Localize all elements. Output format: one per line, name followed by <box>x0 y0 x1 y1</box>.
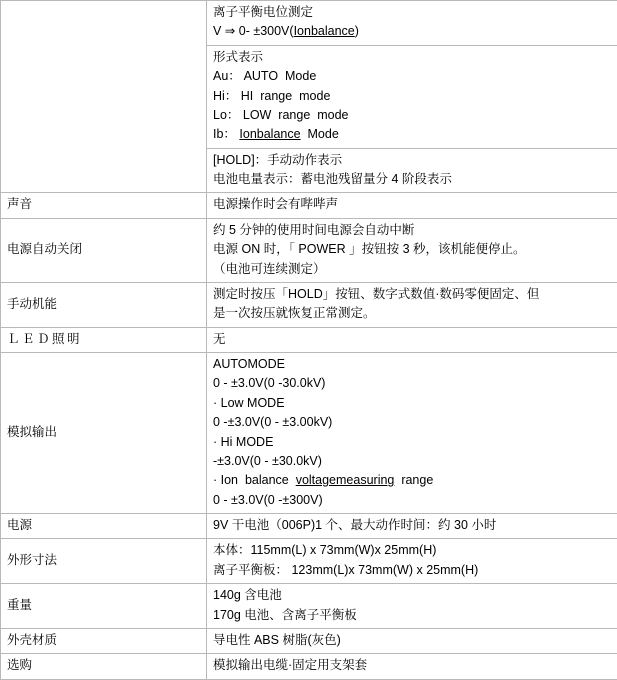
table-row <box>1 282 617 327</box>
table-row <box>1 353 617 514</box>
value-line: （电池可连续测定） <box>213 260 611 279</box>
value-line: 无 <box>213 330 611 349</box>
table-row <box>1 514 617 539</box>
value-line: 离子平衡电位测定 <box>213 3 611 22</box>
row-value <box>207 514 617 539</box>
value-line: · Low MODE <box>213 394 611 413</box>
table-row <box>1 584 617 629</box>
value-line: · Hi MODE <box>213 433 611 452</box>
value-line: 电源 ON 时，「 POWER 」按钮按 3 秒，该机能便停止。 <box>213 240 611 259</box>
value-line: V ⇒ 0- ±300V(Ionbalance) <box>213 22 611 41</box>
row-label: 模拟输出 <box>1 353 207 514</box>
value-line: 测定时按压「HOLD」按钮、数字式数值·数码零便固定、但 <box>213 285 611 304</box>
value-line: Au： AUTO Mode <box>213 67 611 86</box>
row-label: 电源 <box>1 514 207 539</box>
row-label: 选购 <box>1 654 207 679</box>
value-line: Hi： HI range mode <box>213 87 611 106</box>
table-row <box>1 327 617 352</box>
row-value <box>207 654 617 679</box>
table-body <box>1 1 617 680</box>
table-row <box>1 628 617 653</box>
value-line: -±3.0V(0 - ±30.0kV) <box>213 452 611 471</box>
value-line: 0 -±3.0V(0 - ±3.00kV) <box>213 413 611 432</box>
value-line: 导电性 ABS 树脂(灰色) <box>213 631 611 650</box>
row-label-blank <box>1 1 207 193</box>
value-line: 0 - ±3.0V(0 -±300V) <box>213 491 611 510</box>
row-value <box>207 282 617 327</box>
value-line: 约 5 分钟的使用时间电源会自动中断 <box>213 221 611 240</box>
row-label: 电源自动关闭 <box>1 218 207 282</box>
value-underlined: Ionbalance <box>294 24 355 38</box>
row-label: 手动机能 <box>1 282 207 327</box>
value-line: 离子平衡板： 123mm(L)x 73mm(W) x 25mm(H) <box>213 561 611 580</box>
value-line: 9V 干电池（006P)1 个、最大动作时间：约 30 小时 <box>213 516 611 535</box>
row-label: 声音 <box>1 193 207 218</box>
value-line: Ib： Ionbalance Mode <box>213 125 611 144</box>
table-row <box>1 193 617 218</box>
value-line: 是一次按压就恢复正常测定。 <box>213 304 611 323</box>
row-label: ＬＥＤ照明 <box>1 327 207 352</box>
table-row <box>1 218 617 282</box>
value-line: 形式表示 <box>213 48 611 67</box>
value-line: 0 - ±3.0V(0 -30.0kV) <box>213 374 611 393</box>
value-underlined: Ionbalance <box>239 127 300 141</box>
row-value <box>207 539 617 584</box>
row-label: 外形寸法 <box>1 539 207 584</box>
value-line: 140g 含电池 <box>213 586 611 605</box>
row-value <box>207 327 617 352</box>
row-value <box>207 628 617 653</box>
value-line: [HOLD]：手动动作表示 <box>213 151 611 170</box>
row-value <box>207 148 617 193</box>
value-line: · Ion balance voltagemeasuring range <box>213 471 611 490</box>
value-line: 170g 电池、含离子平衡板 <box>213 606 611 625</box>
row-value <box>207 584 617 629</box>
value-underlined: voltagemeasuring <box>296 473 395 487</box>
value-line: 电源操作时会有哔哔声 <box>213 195 611 214</box>
value-line: AUTOMODE <box>213 355 611 374</box>
row-value <box>207 45 617 148</box>
row-label: 外壳材质 <box>1 628 207 653</box>
table-row <box>1 539 617 584</box>
row-label: 重量 <box>1 584 207 629</box>
row-value <box>207 193 617 218</box>
value-line: 本体：115mm(L) x 73mm(W)x 25mm(H) <box>213 541 611 560</box>
row-value <box>207 218 617 282</box>
table-row <box>1 1 617 46</box>
value-line: Lo： LOW range mode <box>213 106 611 125</box>
row-value <box>207 353 617 514</box>
row-value <box>207 1 617 46</box>
value-line: 模拟输出电缆·固定用支架套 <box>213 656 611 675</box>
table-row <box>1 654 617 679</box>
value-line: 电池电量表示：蓄电池残留量分 4 阶段表示 <box>213 170 611 189</box>
